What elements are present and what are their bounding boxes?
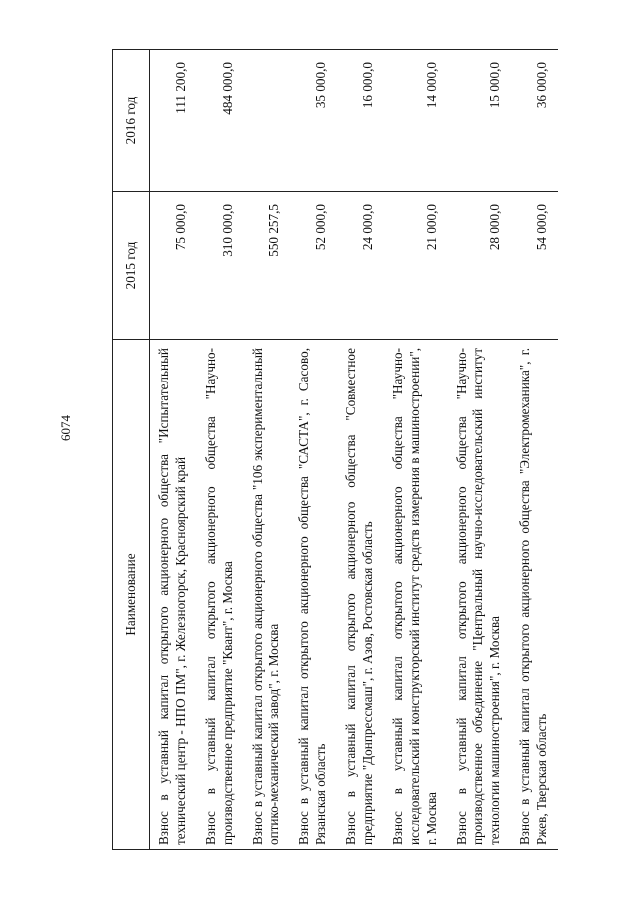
row-value-2015: 310 000,0 bbox=[197, 192, 244, 340]
table-row bbox=[290, 50, 337, 850]
row-value-2015: 24 000,0 bbox=[337, 192, 384, 340]
table-row bbox=[448, 50, 512, 850]
table-header-row bbox=[113, 50, 150, 850]
row-value-2015: 28 000,0 bbox=[448, 192, 512, 340]
table-row bbox=[337, 50, 384, 850]
header-2016: 2016 год bbox=[113, 50, 150, 192]
row-value-2016: 111 200,0 bbox=[150, 50, 197, 192]
row-value-2016: 16 000,0 bbox=[337, 50, 384, 192]
row-name: Взнос в уставный капитал открытого акционерного общества "Совместное предприятие "Донпрессмаш", г. Азов, Ростовская область bbox=[337, 340, 384, 850]
table-row bbox=[150, 50, 197, 850]
row-value-2016 bbox=[244, 50, 291, 192]
row-name: Взнос в уставный капитал открытого акционерного общества "Испытательный технический центр - НПО ПМ", г. Железногорск, Красноярский край bbox=[150, 340, 197, 850]
row-name: Взнос в уставный капитал открытого акционерного общества "САСТА", г. Сасово, Рязанская область bbox=[290, 340, 337, 850]
header-2015: 2015 год bbox=[113, 192, 150, 340]
header-name: Наименование bbox=[113, 340, 150, 850]
row-value-2016: 35 000,0 bbox=[290, 50, 337, 192]
row-name: Взнос в уставный капитал открытого акционерного общества "Научно-исследовательский и конструкторский институт средств измерения в машиностроении", г. Москва bbox=[384, 340, 448, 850]
table-row bbox=[384, 50, 448, 850]
row-value-2015: 54 000,0 bbox=[511, 192, 558, 340]
row-name: Взнос в уставный капитал открытого акционерного общества "106 экспериментальный оптико-механический завод", г. Москва bbox=[244, 340, 291, 850]
row-value-2016: 36 000,0 bbox=[511, 50, 558, 192]
row-value-2015: 75 000,0 bbox=[150, 192, 197, 340]
table-row bbox=[511, 50, 558, 850]
row-value-2016: 14 000,0 bbox=[384, 50, 448, 192]
row-value-2015: 21 000,0 bbox=[384, 192, 448, 340]
row-value-2015: 52 000,0 bbox=[290, 192, 337, 340]
page-number: 6074 bbox=[58, 415, 73, 441]
table-row bbox=[244, 50, 291, 850]
budget-table bbox=[112, 49, 558, 850]
row-name: Взнос в уставный капитал открытого акционерного общества "Научно-производственное предприятие "Квант", г. Москва bbox=[197, 340, 244, 850]
row-value-2015: 550 257,5 bbox=[244, 192, 291, 340]
table-row bbox=[197, 50, 244, 850]
rotated-table-container bbox=[112, 50, 602, 850]
row-name: Взнос в уставный капитал открытого акционерного общества "Электромеханика", г. Ржев, Тверская область bbox=[511, 340, 558, 850]
row-name: Взнос в уставный капитал открытого акционерного общества "Научно-производственное объединение "Центральный научно-исследовательский институт технологии машиностроения", г. Москва bbox=[448, 340, 512, 850]
row-value-2016: 484 000,0 bbox=[197, 50, 244, 192]
row-value-2016: 15 000,0 bbox=[448, 50, 512, 192]
